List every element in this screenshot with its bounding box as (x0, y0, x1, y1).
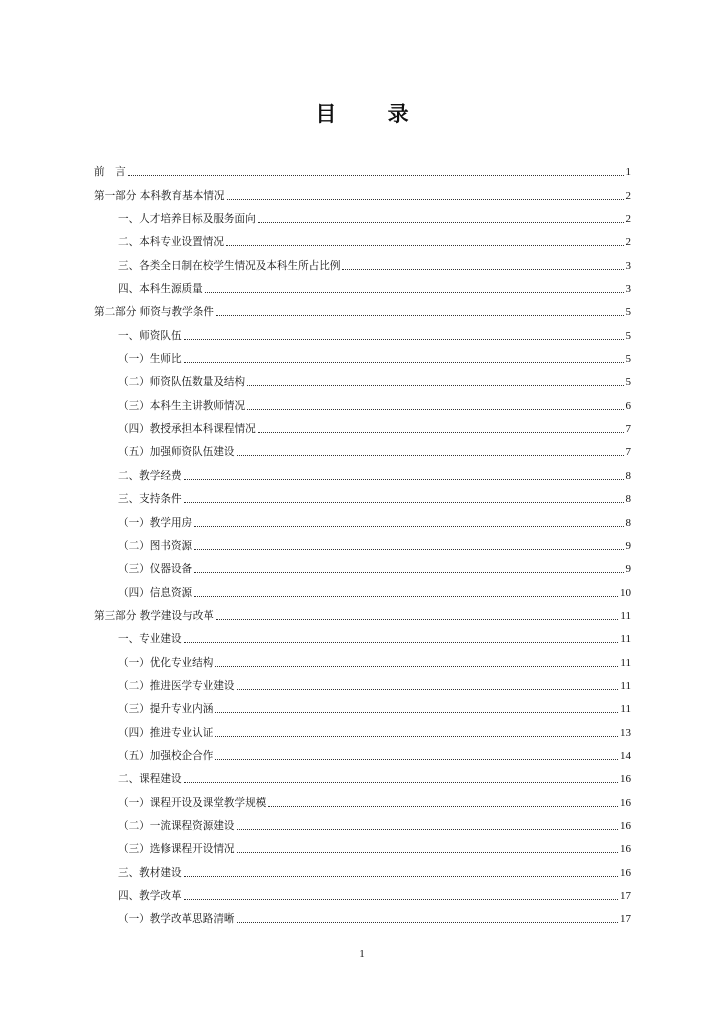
toc-entry-page: 16 (620, 773, 631, 786)
toc-dot-leader (215, 759, 618, 760)
toc-dot-leader (184, 502, 624, 503)
toc-dot-leader (194, 596, 618, 597)
toc-entry-page: 11 (620, 633, 631, 646)
toc-entry-title: 一、师资队伍 (118, 329, 182, 342)
toc-entry[interactable] (94, 508, 631, 531)
toc-entry-page: 3 (625, 259, 631, 272)
toc-dot-leader (184, 876, 618, 877)
toc-entry-title: （五）加强师资队伍建设 (118, 446, 235, 459)
toc-entry[interactable] (94, 298, 631, 321)
toc-dot-leader (194, 526, 623, 527)
toc-entry-title: （五）加强校企合作 (118, 749, 214, 762)
toc-dot-leader (215, 712, 618, 713)
toc-entry[interactable] (94, 205, 631, 228)
toc-entry-page: 17 (620, 913, 631, 926)
toc-dot-leader (215, 666, 618, 667)
toc-entry-title: 四、教学改革 (118, 890, 182, 902)
toc-entry-title: （四）信息资源 (118, 586, 193, 599)
toc-entry-title: 前 言 (94, 166, 126, 179)
toc-entry[interactable] (94, 158, 631, 181)
toc-entry-page: 8 (625, 469, 631, 482)
toc-entry-title: 第三部分 教学建设与改革 (94, 609, 214, 622)
toc-entry-page: 1 (625, 166, 631, 179)
toc-entry[interactable] (94, 835, 631, 858)
toc-entry-page: 8 (625, 516, 631, 529)
footer-page-number: 1 (359, 948, 365, 960)
toc-dot-leader (216, 619, 619, 620)
toc-entry-page: 16 (620, 866, 631, 879)
page-title: 目 录 (315, 102, 431, 126)
toc-entry-title: （三）选修课程开设情况 (118, 843, 235, 856)
toc-entry-title: （三）本科生主讲教师情况 (118, 399, 246, 412)
toc-entry-title: （一）教学用房 (118, 516, 193, 529)
toc-entry[interactable] (94, 905, 631, 928)
toc-entry-title: 一、人才培养目标及服务面向 (118, 213, 256, 226)
toc-entry-title: 一、专业建设 (118, 633, 182, 646)
toc-dot-leader (237, 922, 618, 923)
toc-entry-title: （一）教学改革思路清晰 (118, 913, 235, 926)
toc-entry-page: 5 (625, 353, 631, 366)
toc-entry-page: 5 (625, 376, 631, 389)
toc-dot-leader (227, 199, 624, 200)
toc-entry-page: 17 (620, 890, 631, 902)
toc-entry-title: （二）师资队伍数量及结构 (118, 376, 246, 389)
toc-entry[interactable] (94, 555, 631, 578)
toc-dot-leader (237, 829, 618, 830)
table-of-contents (94, 158, 631, 928)
toc-entry[interactable] (94, 532, 631, 555)
toc-dot-leader (184, 339, 624, 340)
toc-entry-title: （一）生师比 (118, 353, 182, 366)
toc-entry[interactable] (94, 275, 631, 298)
toc-entry-title: 二、教学经费 (118, 469, 182, 482)
toc-entry-page: 2 (625, 236, 631, 249)
toc-dot-leader (184, 782, 618, 783)
toc-entry-page: 9 (625, 539, 631, 552)
toc-dot-leader (194, 572, 623, 573)
toc-dot-leader (194, 549, 623, 550)
toc-entry[interactable] (94, 485, 631, 508)
toc-entry-page: 11 (620, 656, 631, 669)
toc-entry-page: 7 (625, 446, 631, 459)
toc-dot-leader (184, 642, 619, 643)
toc-entry-page: 11 (620, 679, 631, 692)
toc-entry-title: （二）图书资源 (118, 539, 193, 552)
toc-entry-title: 第二部分 师资与教学条件 (94, 306, 214, 319)
toc-entry-page: 5 (625, 306, 631, 319)
toc-entry[interactable] (94, 602, 631, 625)
toc-dot-leader (247, 385, 623, 386)
toc-dot-leader (184, 479, 624, 480)
toc-entry[interactable] (94, 391, 631, 414)
toc-entry-page: 3 (625, 283, 631, 296)
toc-entry-page: 2 (625, 189, 631, 202)
toc-entry-title: （一）课程开设及课堂教学规模 (118, 796, 267, 809)
toc-entry[interactable] (94, 321, 631, 344)
toc-entry[interactable] (94, 858, 631, 881)
toc-entry[interactable] (94, 578, 631, 601)
toc-dot-leader (237, 852, 618, 853)
toc-entry-page: 10 (620, 586, 631, 599)
toc-entry-page: 2 (625, 213, 631, 226)
toc-dot-leader (184, 362, 624, 363)
toc-entry[interactable] (94, 882, 631, 905)
toc-dot-leader (247, 409, 623, 410)
toc-entry-page: 14 (620, 749, 631, 762)
toc-entry[interactable] (94, 345, 631, 368)
toc-dot-leader (237, 455, 624, 456)
toc-entry-title: （三）提升专业内涵 (118, 703, 214, 716)
toc-entry-page: 13 (620, 726, 631, 739)
toc-entry[interactable] (94, 438, 631, 461)
toc-entry[interactable] (94, 812, 631, 835)
toc-entry-title: （四）推进专业认证 (118, 726, 214, 739)
toc-entry[interactable] (94, 181, 631, 204)
toc-entry[interactable] (94, 625, 631, 648)
toc-entry-page: 8 (625, 493, 631, 506)
toc-entry-title: （一）优化专业结构 (118, 656, 214, 669)
toc-entry-title: （二）推进医学专业建设 (118, 679, 235, 692)
toc-entry[interactable] (94, 672, 631, 695)
toc-entry-page: 11 (620, 609, 631, 622)
toc-entry-page: 9 (625, 563, 631, 576)
toc-entry-title: 四、本科生源质量 (118, 283, 203, 296)
toc-entry[interactable] (94, 415, 631, 438)
toc-dot-leader (237, 689, 619, 690)
toc-entry[interactable] (94, 251, 631, 274)
toc-entry-title: （四）教授承担本科课程情况 (118, 423, 256, 436)
toc-entry-title: 二、课程建设 (118, 773, 182, 786)
toc-dot-leader (184, 899, 618, 900)
toc-dot-leader (215, 736, 618, 737)
toc-entry-title: （三）仪器设备 (118, 563, 193, 576)
toc-entry-title: 二、本科专业设置情况 (118, 236, 224, 249)
toc-entry[interactable] (94, 228, 631, 251)
toc-entry-page: 7 (625, 423, 631, 436)
toc-entry-title: 第一部分 本科教育基本情况 (94, 189, 225, 202)
toc-entry-title: 三、支持条件 (118, 493, 182, 506)
toc-dot-leader (205, 292, 624, 293)
toc-entry[interactable] (94, 648, 631, 671)
toc-entry[interactable] (94, 695, 631, 718)
toc-entry[interactable] (94, 461, 631, 484)
toc-dot-leader (226, 245, 624, 246)
toc-entry-page: 16 (620, 796, 631, 809)
toc-entry-title: （二）一流课程资源建设 (118, 819, 235, 832)
toc-entry[interactable] (94, 718, 631, 741)
toc-entry[interactable] (94, 788, 631, 811)
toc-entry[interactable] (94, 765, 631, 788)
toc-dot-leader (216, 315, 624, 316)
toc-entry-page: 5 (625, 329, 631, 342)
toc-entry-page: 6 (625, 399, 631, 412)
toc-dot-leader (342, 269, 623, 270)
toc-entry-title: 三、教材建设 (118, 866, 182, 879)
toc-entry-page: 16 (620, 843, 631, 856)
toc-entry[interactable] (94, 742, 631, 765)
toc-dot-leader (258, 432, 624, 433)
toc-entry-page: 16 (620, 819, 631, 832)
toc-entry-page: 11 (620, 703, 631, 716)
toc-entry[interactable] (94, 368, 631, 391)
toc-dot-leader (258, 222, 624, 223)
toc-entry-title: 三、各类全日制在校学生情况及本科生所占比例 (118, 259, 341, 272)
toc-dot-leader (268, 806, 618, 807)
toc-dot-leader (128, 175, 624, 176)
